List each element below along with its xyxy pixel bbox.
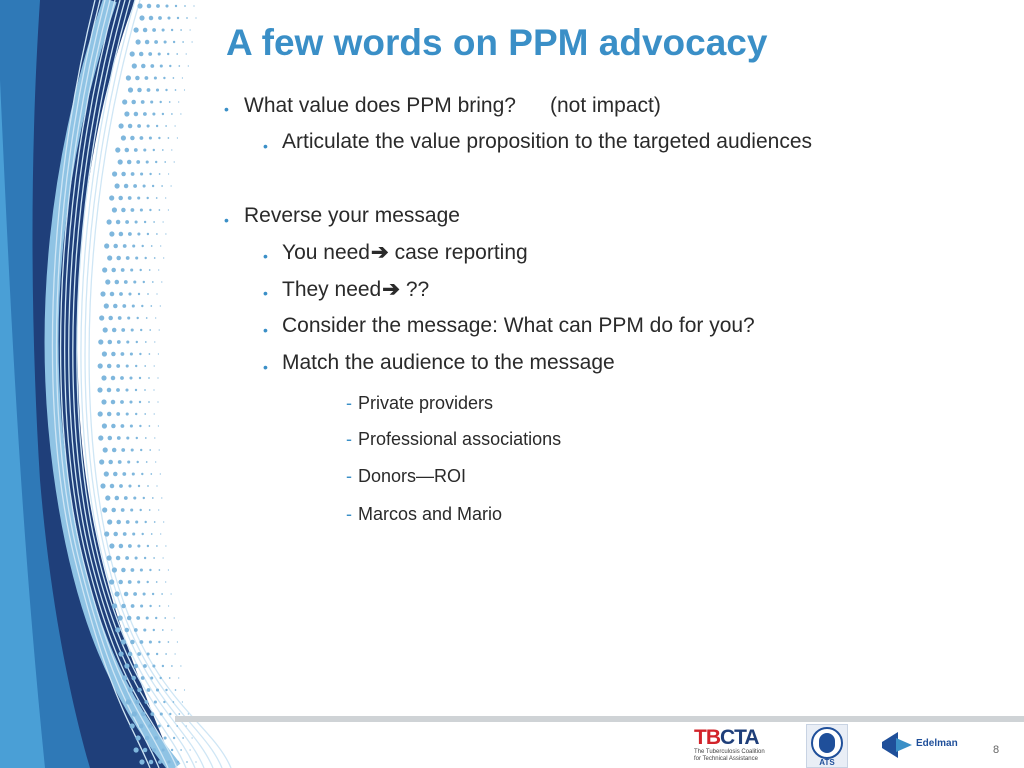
dash-marker: -	[346, 504, 352, 524]
audience-item: - Private providers	[346, 393, 494, 413]
bullet-they-need: They need➔ ??	[282, 278, 430, 301]
dash-marker: -	[346, 393, 352, 413]
footer-divider	[175, 716, 1024, 722]
audience-item: - Professional associations	[346, 429, 562, 449]
arrow-right-icon: ➔	[382, 278, 400, 301]
dash-marker: -	[346, 429, 352, 449]
bullet-you-need: You need➔ case reporting	[282, 241, 528, 264]
audience-item: - Marcos and Mario	[346, 504, 503, 524]
bullet-dot: •	[224, 212, 229, 228]
edelman-mark-icon	[880, 728, 914, 762]
bullet-dot: •	[263, 248, 268, 264]
arrow-right-icon: ➔	[371, 241, 389, 264]
tbcta-logo: TBCTA The Tuberculosis Coalition for Technical Assistance	[694, 726, 765, 762]
bullet-dot: •	[263, 285, 268, 301]
dash-marker: -	[346, 466, 352, 486]
note-not-impact: (not impact)	[549, 94, 661, 117]
bullet-consider-message: Consider the message: What can PPM do for you?	[282, 314, 755, 337]
bullet-value-question: What value does PPM bring? (not impact)	[244, 94, 661, 117]
edelman-logo: Edelman	[880, 728, 960, 762]
page-number: 8	[993, 744, 1000, 756]
bullet-articulate: Articulate the value proposition to the targeted audiences	[282, 130, 813, 153]
bullet-dot: •	[224, 101, 229, 117]
bullet-dot: •	[263, 138, 268, 154]
ats-logo: ATS	[806, 724, 848, 768]
bullet-dot: •	[263, 322, 268, 338]
audience-item: - Donors—ROI	[346, 466, 467, 486]
bullet-match-audience: Match the audience to the message	[282, 351, 615, 374]
ats-seal-core	[819, 733, 835, 753]
bullet-reverse-message: Reverse your message	[244, 204, 460, 227]
bullet-dot: •	[263, 359, 268, 375]
slide-title: A few words on PPM advocacy	[226, 22, 768, 63]
